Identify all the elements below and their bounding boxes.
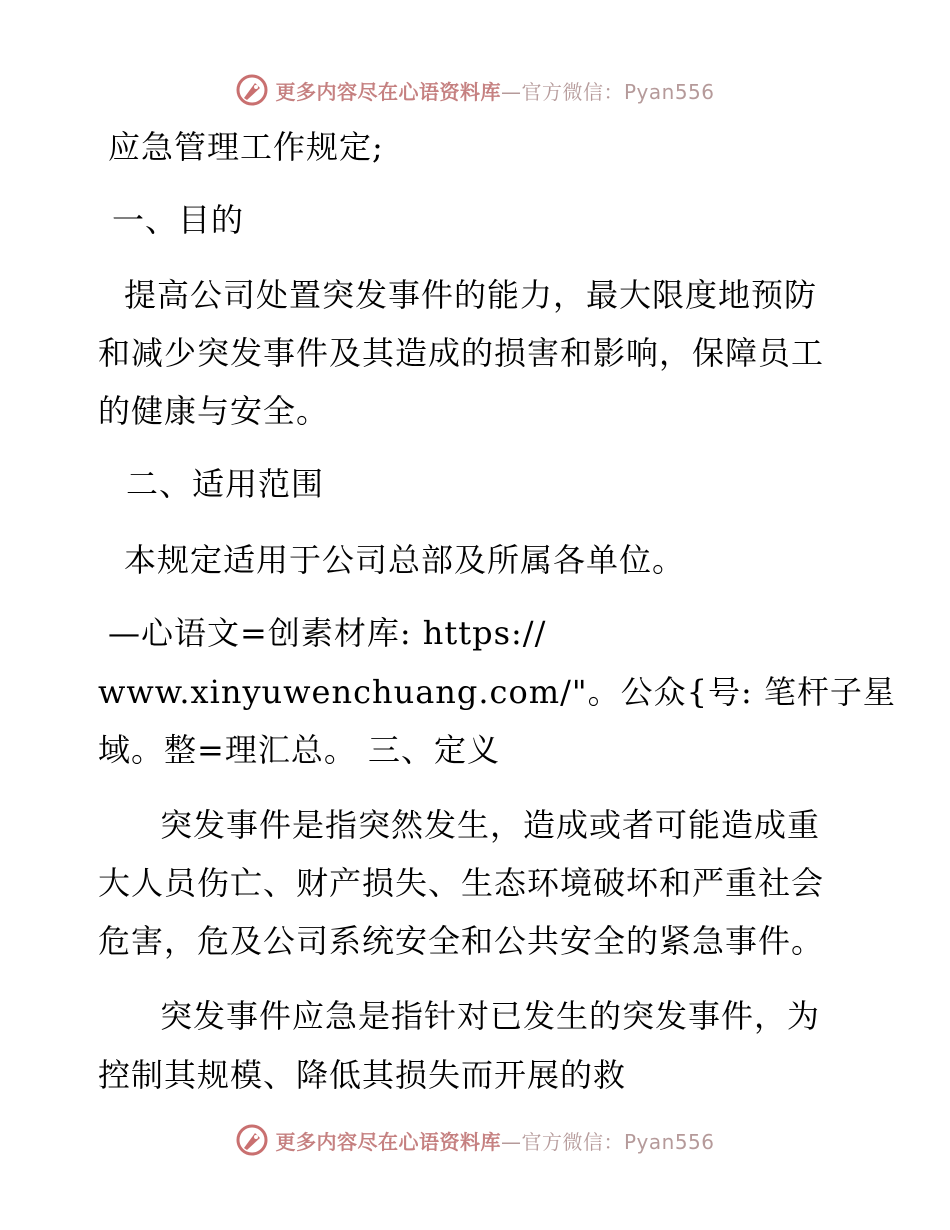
section1-heading: 一、目的: [112, 201, 245, 239]
watermark-header: [0, 70, 950, 110]
pen-nib-logo-icon: [235, 73, 269, 107]
document-title: 应急管理工作规定;: [108, 128, 384, 166]
pen-nib-logo-icon: [235, 1123, 269, 1157]
definition1-line: 突发事件是指突然发生，造成或者可能造成重: [160, 806, 821, 844]
section2-paragraph: 本规定适用于公司总部及所属各单位。: [124, 541, 686, 579]
definition1-line: 危害，危及公司系统安全和公共安全的紧急事件。: [98, 922, 825, 960]
definition2-line: 突发事件应急是指针对已发生的突发事件，为: [160, 997, 821, 1035]
promo-line-section3-heading: 域。整=理汇总。 三、定义: [98, 731, 500, 769]
watermark-footer: [0, 1120, 950, 1160]
promo-line: —心语文=创素材库: https://: [108, 614, 547, 652]
promo-line: www.xinyuwenchuang.com/"。公众{号: 笔杆子星: [98, 673, 896, 711]
section2-heading: 二、适用范围: [126, 465, 325, 503]
watermark-text: 更多内容尽在心语资料库—官方微信：Pyan556: [275, 79, 715, 104]
section1-paragraph-line: 提高公司处置突发事件的能力，最大限度地预防: [124, 276, 818, 314]
section1-paragraph-line: 和减少突发事件及其造成的损害和影响，保障员工: [98, 334, 825, 372]
watermark-text: 更多内容尽在心语资料库—官方微信：Pyan556: [275, 1129, 715, 1154]
section1-paragraph-line: 的健康与安全。: [98, 392, 330, 430]
definition1-line: 大人员伤亡、财产损失、生态环境破坏和严重社会: [98, 864, 825, 902]
definition2-line: 控制其规模、降低其损失而开展的救: [98, 1056, 627, 1094]
